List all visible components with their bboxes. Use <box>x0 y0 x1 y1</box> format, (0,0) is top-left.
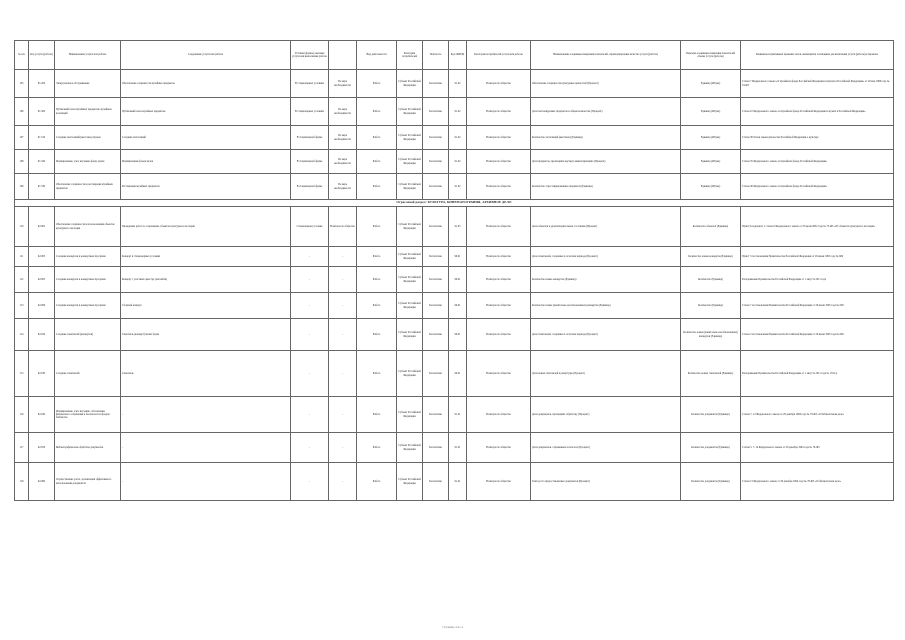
cell-cond: - <box>329 351 357 397</box>
table-row <box>15 293 894 319</box>
cell-form: В стационарной форме <box>291 126 329 150</box>
cell-pay: Бесплатная <box>423 433 449 463</box>
cell-num: 113 <box>15 293 29 319</box>
cell-quality: Доля спектаклей, созданных в отчетном периоде (Процент) <box>531 319 681 351</box>
cell-legal: Распоряжение Правительства Российской Федерации от 1 августа 2011 года <box>741 267 894 293</box>
cell-cat: Субъект Российской Федерации <box>397 98 423 126</box>
cell-form: - <box>291 293 329 319</box>
cell-legal: Пункт 7 постановления Правительства Российской Федерации от 26 июня 1995 года № 609 <box>741 247 894 267</box>
cell-form: - <box>291 247 329 267</box>
cell-okved: 91.02 <box>449 98 467 126</box>
cell-name: Формирование, учет, изучение, обеспечение физического сохранения и безопасности фондов библиотек <box>55 397 121 433</box>
cell-unit: Количество объектов (Единица) <box>681 207 741 247</box>
cell-form: В стационарной форме <box>291 174 329 200</box>
cell-name: Формирование, учет, изучение фонда музея <box>55 150 121 174</box>
cell-code: 91.310 <box>29 126 55 150</box>
cell-form: В стационарной форме <box>291 150 329 174</box>
cell-okved: 90.01 <box>449 319 467 351</box>
header-cell: Категория потребителей услуги или работы <box>467 41 531 70</box>
cell-num: 112 <box>15 267 29 293</box>
cell-cat: Субъект Российской Федерации <box>397 319 423 351</box>
cell-name: Создание концертов и концертных программ <box>55 267 121 293</box>
cell-okved: 90.01 <box>449 293 467 319</box>
cell-cat: Субъект Российской Федерации <box>397 293 423 319</box>
cell-num: 108 <box>15 150 29 174</box>
cell-okved: 91.01 <box>449 433 467 463</box>
cell-content: Публичный показ музейных предметов <box>121 98 291 126</box>
cell-legal: Статья 7 постановления Правительства Российской Федерации от 26 июня 1995 года № 609 <box>741 293 894 319</box>
table-row <box>15 433 894 463</box>
cell-unit: Количество (Единица) <box>681 267 741 293</box>
cell-cond: - <box>329 247 357 267</box>
cell-act: Работа <box>357 98 397 126</box>
cell-code: 91.330 <box>29 174 55 200</box>
cell-act: Работа <box>357 174 397 200</box>
cell-content: - <box>121 433 291 463</box>
cell-act: Работа <box>357 293 397 319</box>
cell-pay: Бесплатная <box>423 98 449 126</box>
cell-cons: В интересах общества <box>467 150 531 174</box>
cell-code: 92.020 <box>29 319 55 351</box>
table-row <box>15 150 894 174</box>
cell-pay: Бесплатная <box>423 247 449 267</box>
cell-legal: Статья 7 Федерального закона «О музейном фонде Российской Федерации и музеях в Российской Федерации» от 26 мая 1996 года № 54-ФЗ <box>741 70 894 98</box>
table-row <box>15 463 894 501</box>
cell-quality: Количество новых концертов (Единица) <box>531 267 681 293</box>
cell-unit: Единица (Штука) <box>681 150 741 174</box>
cell-num: 105 <box>15 70 29 98</box>
section-title: Отраслевой раздел: КУЛЬТУРА, КИНЕМАТОГРАФИЯ, АРХИВНОЕ ДЕЛО <box>15 200 894 207</box>
cell-act: Работа <box>357 319 397 351</box>
cell-legal: Статья 3 постановления Правительства Российской Федерации от 26 июня 1995 года № 609 <box>741 319 894 351</box>
header-cell: Реквизиты нормативных правовых актов, являющихся основанием для включения услуги (работы) в перечень <box>741 41 894 70</box>
header-cell: Категория потребителей <box>397 41 423 70</box>
cell-legal: Статья 10 Федерального закона «О музейном фонде Российской Федерации и музеях в Российской Федерации» <box>741 98 894 126</box>
cell-pay: Бесплатная <box>423 463 449 501</box>
cell-cond: По мере необходимости <box>329 98 357 126</box>
cell-cat: Субъект Российской Федерации <box>397 126 423 150</box>
cell-cond: По мере необходимости <box>329 150 357 174</box>
header-cell: Вид деятельности <box>357 41 397 70</box>
cell-pay: Бесплатная <box>423 351 449 397</box>
cell-unit: Количество новых (капитально-возобновленных) концертов (Единица) <box>681 319 741 351</box>
cell-num: 109 <box>15 174 29 200</box>
cell-content: - <box>121 397 291 433</box>
cell-num: 116 <box>15 397 29 433</box>
cell-cons: В интересах общества <box>467 126 531 150</box>
table-body <box>15 70 894 501</box>
table-row <box>15 174 894 200</box>
cell-okved: 91.01 <box>449 463 467 501</box>
cell-okved: 91.02 <box>449 70 467 98</box>
cell-num: 111 <box>15 247 29 267</box>
cell-legal: Статья 36 Основ законодательства Российской Федерации о культуре <box>741 126 894 150</box>
table-row <box>15 70 894 98</box>
cell-act: Работа <box>357 351 397 397</box>
cell-cond: - <box>329 433 357 463</box>
cell-name: Экскурсионное обслуживание <box>55 70 121 98</box>
cell-cond: - <box>329 397 357 433</box>
cell-num: 110 <box>15 207 29 247</box>
cell-name: Библиографическая обработка документов <box>55 433 121 463</box>
cell-okved: 90.01 <box>449 267 467 293</box>
cell-okved: 91.02 <box>449 150 467 174</box>
cell-unit: Количество (Единица) <box>681 293 741 319</box>
cell-cond: По мере необходимости <box>329 126 357 150</box>
cell-cons: В интересах общества <box>467 433 531 463</box>
cell-act: Работа <box>357 150 397 174</box>
cell-cons: В интересах общества <box>467 319 531 351</box>
cell-quality: Доля объектов в удовлетворительном состоянии (Процент) <box>531 207 681 247</box>
cell-unit: Количество новых концертов (Единица) <box>681 247 741 267</box>
cell-code: 92.005 <box>29 267 55 293</box>
cell-cat: Субъект Российской Федерации <box>397 247 423 267</box>
cell-code: 92.040 <box>29 397 55 433</box>
cell-quality: Количество экспозиций (выставок) (Единица) <box>531 126 681 150</box>
header-cell: Перечень и единицы измерения показателей объема услуги (работы) <box>681 41 741 70</box>
table-row <box>15 126 894 150</box>
cell-form: - <box>291 463 329 501</box>
cell-cond: - <box>329 293 357 319</box>
cell-cons: В интересах общества <box>467 207 531 247</box>
table-row <box>15 207 894 247</box>
cell-cat: Субъект Российской Федерации <box>397 397 423 433</box>
cell-cat: Субъект Российской Федерации <box>397 207 423 247</box>
cell-pay: Бесплатная <box>423 293 449 319</box>
cell-name: Создание спектаклей <box>55 351 121 397</box>
cell-code: 92.002 <box>29 207 55 247</box>
cell-content: Создание экспозиций <box>121 126 291 150</box>
cell-code: 91.300 <box>29 98 55 126</box>
cell-act: Работа <box>357 126 397 150</box>
cell-quality: Обеспечение сохранности культурных ценностей (Процент) <box>531 70 681 98</box>
table-row <box>15 247 894 267</box>
cell-form: - <box>291 397 329 433</box>
cell-name: Обеспечение сохранности и использования объектов культурного наследия <box>55 207 121 247</box>
cell-cons: В интересах общества <box>467 70 531 98</box>
cell-quality: Доля новых спектаклей в репертуаре (Процент) <box>531 351 681 397</box>
cell-legal: Статьи 5, 7, 14 Федерального закона от 29 декабря 1994 года № 78-ФЗ <box>741 433 894 463</box>
cell-pay: Бесплатная <box>423 70 449 98</box>
cell-cat: Субъект Российской Федерации <box>397 174 423 200</box>
cell-form: - <box>291 433 329 463</box>
cell-okved: 91.02 <box>449 174 467 200</box>
cell-act: Работа <box>357 397 397 433</box>
cell-code: 91.200 <box>29 70 55 98</box>
cell-legal: Статьи 7, 12 Федерального закона от 29 декабря 1994 года № 78-ФЗ «О библиотечном деле» <box>741 397 894 433</box>
header-cell: Код ОКВЭД <box>449 41 467 70</box>
cell-content: Реставрация музейных предметов <box>121 174 291 200</box>
section-row <box>15 200 894 207</box>
table-row <box>15 267 894 293</box>
cell-code: 92.006 <box>29 293 55 319</box>
cell-content: - <box>121 463 291 501</box>
header-cell: Наименование услуги или работы <box>55 41 121 70</box>
cell-form: - <box>291 351 329 397</box>
cell-name: Осуществление учета, организация эффективного использования документов <box>55 463 121 501</box>
cell-okved: 90.01 <box>449 247 467 267</box>
header-cell: Код услуги (работы) <box>29 41 55 70</box>
cell-cons: В интересах общества <box>467 397 531 433</box>
cell-cons: В интересах общества <box>467 351 531 397</box>
cell-content: Сборный концерт <box>121 293 291 319</box>
cell-cons: В интересах общества <box>467 98 531 126</box>
cell-pay: Бесплатная <box>423 150 449 174</box>
cell-unit: Количество документов (Единица) <box>681 397 741 433</box>
header-cell: Платность <box>423 41 449 70</box>
cell-content: Спектакль <box>121 351 291 397</box>
cell-form: - <box>291 267 329 293</box>
cell-code: 92.030 <box>29 351 55 397</box>
cell-legal: Статья 13 Федерального закона от 29 декабря 1994 года № 78-ФЗ «О библиотечном деле» <box>741 463 894 501</box>
cell-okved: 91.02 <box>449 126 467 150</box>
table-row <box>15 98 894 126</box>
cell-pay: Бесплатная <box>423 174 449 200</box>
cell-num: 106 <box>15 98 29 126</box>
cell-content: Формирование фонда музея <box>121 150 291 174</box>
cell-name: Публичный показ музейных предметов, музейных коллекций <box>55 98 121 126</box>
cell-okved: 91.01 <box>449 397 467 433</box>
cell-act: Работа <box>357 463 397 501</box>
cell-cons: В интересах общества <box>467 463 531 501</box>
cell-cat: Субъект Российской Федерации <box>397 433 423 463</box>
table-row <box>15 397 894 433</box>
cell-unit: Единица (Штука) <box>681 70 741 98</box>
cell-pay: Бесплатная <box>423 126 449 150</box>
cell-cat: Субъект Российской Федерации <box>397 351 423 397</box>
cell-act: Работа <box>357 70 397 98</box>
cell-cond: В интересах общества <box>329 207 357 247</box>
cell-name: Создание экспозиций (выставок) музеев <box>55 126 121 150</box>
page-footer: Страница 4 из 4 <box>442 625 463 629</box>
header-cell <box>329 41 357 70</box>
cell-code: 92.003 <box>29 247 55 267</box>
cell-act: Работа <box>357 207 397 247</box>
cell-unit: Единица (Штука) <box>681 98 741 126</box>
cell-cons: В интересах общества <box>467 267 531 293</box>
cell-unit: Количество документов (Единица) <box>681 463 741 501</box>
cell-cond: - <box>329 319 357 351</box>
cell-pay: Бесплатная <box>423 267 449 293</box>
cell-name: Создание концертов и концертных программ <box>55 293 121 319</box>
cell-content: Спектакль (концерт) малых форм <box>121 319 291 351</box>
cell-act: Работа <box>357 433 397 463</box>
cell-unit: Количество новых спектаклей (Единица) <box>681 351 741 397</box>
cell-content: Обеспечение сохранности музейных предметов <box>121 70 291 98</box>
cell-act: Работа <box>357 247 397 267</box>
cell-legal: Статья 36 Федерального закона «О музейном фонде Российской Федерации» <box>741 174 894 200</box>
cell-content: Концерт в стационарных условиях <box>121 247 291 267</box>
cell-unit: Количество документов (Единица) <box>681 433 741 463</box>
cell-cond: - <box>329 267 357 293</box>
cell-quality: Темп роста предоставленных документов (Процент) <box>531 463 681 501</box>
cell-quality: Доля спектаклей, созданных в отчетном периоде (Процент) <box>531 247 681 267</box>
cell-num: 107 <box>15 126 29 150</box>
header-cell: Наименование и единицы измерения показателей, характеризующих качество услуги (работы) <box>531 41 681 70</box>
cell-cons: В интересах общества <box>467 174 531 200</box>
cell-num: 114 <box>15 319 29 351</box>
cell-num: 115 <box>15 351 29 397</box>
cell-form: - <box>291 319 329 351</box>
cell-okved: 91.03 <box>449 207 467 247</box>
cell-cat: Субъект Российской Федерации <box>397 463 423 501</box>
cell-legal: Распоряжение Правительства Российской Федерации от 1 августа 2011 года № 1352-р <box>741 351 894 397</box>
cell-name: Создание спектаклей (концертов) <box>55 319 121 351</box>
table-header <box>15 41 894 70</box>
cell-cons: В интересах общества <box>467 247 531 267</box>
cell-pay: Бесплатная <box>423 397 449 433</box>
cell-cond: - <box>329 463 357 501</box>
registry-table <box>14 40 894 501</box>
cell-cond: По мере необходимости <box>329 174 357 200</box>
cell-num: 118 <box>15 463 29 501</box>
cell-quality: Доля документов, отраженных в каталоге (Процент) <box>531 433 681 463</box>
cell-pay: Бесплатная <box>423 319 449 351</box>
cell-unit: Единица (Штука) <box>681 126 741 150</box>
header-cell: Содержание услуги или работы <box>121 41 291 70</box>
header-cell: Условия (формы) оказания услуги или выполнения работы <box>291 41 329 70</box>
cell-act: Работа <box>357 267 397 293</box>
cell-cat: Субъект Российской Федерации <box>397 150 423 174</box>
cell-okved: 90.01 <box>449 351 467 397</box>
cell-unit: Единица (Штука) <box>681 174 741 200</box>
cell-form: Стационарные условия <box>291 207 329 247</box>
cell-cons: В интересах общества <box>467 293 531 319</box>
cell-code: 91.320 <box>29 150 55 174</box>
table-row <box>15 351 894 397</box>
cell-form: В стационарных условиях <box>291 70 329 98</box>
table-row <box>15 319 894 351</box>
cell-quality: Доля предметов, прошедших научную инвентаризацию (Процент) <box>531 150 681 174</box>
cell-pay: Бесплатная <box>423 207 449 247</box>
cell-code: 92.060 <box>29 463 55 501</box>
cell-content: Концерт с участием оркестра (ансамбля) <box>121 267 291 293</box>
cell-name: Обеспечение сохранности и реставрация музейных предметов <box>55 174 121 200</box>
cell-quality: Количество отреставрированных предметов (Единица) <box>531 174 681 200</box>
cell-num: 117 <box>15 433 29 463</box>
header-cell: № п/п <box>15 41 29 70</box>
cell-cat: Субъект Российской Федерации <box>397 267 423 293</box>
cell-quality: Количество новых (капитально-возобновленных) концертов (Единица) <box>531 293 681 319</box>
cell-quality: Доля документов, прошедших обработку (Процент) <box>531 397 681 433</box>
cell-cat: Субъект Российской Федерации <box>397 70 423 98</box>
cell-content: Проведение работ по сохранению объектов культурного наследия <box>121 207 291 247</box>
cell-quality: Доля экспонируемых предметов в общем количестве (Процент) <box>531 98 681 126</box>
cell-cond: По мере необходимости <box>329 70 357 98</box>
cell-code: 92.050 <box>29 433 55 463</box>
cell-legal: Статья 35 Федерального закона «О музейном фонде Российской Федерации» <box>741 150 894 174</box>
cell-name: Создание концертов и концертных программ <box>55 247 121 267</box>
cell-form: В стационарных условиях <box>291 98 329 126</box>
registry-sheet <box>14 40 893 501</box>
cell-legal: Пункт 6 подпункта 1 статьи 9 Федерального закона от 25 июня 2002 года № 73-ФЗ «Об объектах культурного наследия» <box>741 207 894 247</box>
